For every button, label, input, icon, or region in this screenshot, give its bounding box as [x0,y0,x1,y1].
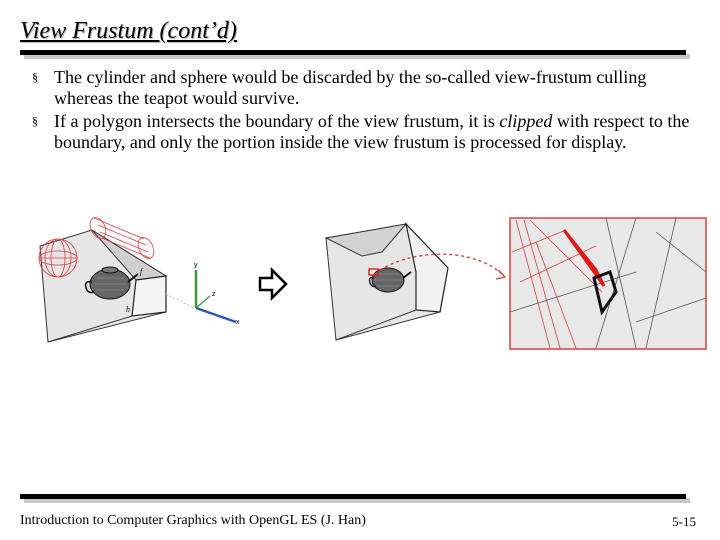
frustum-figure [36,212,708,357]
hollow-right-arrow-icon [260,270,286,298]
bullet-list [32,67,692,155]
bullet-item-clipping [32,111,692,153]
bullet-marker-icon: § [32,114,38,128]
axis-label-y: y [194,262,198,269]
axis-label-z: z [212,291,216,298]
bullet-text-after: with respect to the boundary, and only the portion inside the view frustum is processed for display. [54,111,690,152]
footer-course-title: Introduction to Computer Graphics with OpenGL ES (J. Han) [20,513,366,528]
page-number: 5-15 [672,514,696,529]
axis-label-x: x [236,319,240,326]
bullet-text: The cylinder and sphere would be discarded by the so-called view-frustum culling whereas the teapot would survive. [54,67,647,108]
slide-title: View Frustum (cont’d) [20,18,237,44]
frustum-panel-survivor [326,224,505,340]
axis-triad [194,262,240,326]
footer-rule [20,494,686,499]
frustum-panel-culling [39,215,194,342]
frustum-label-f: f [140,267,143,276]
title-rule [20,50,686,55]
frustum-label-h: h [126,305,130,314]
bullet-emphasis: clipped [499,111,553,131]
bullet-marker-icon: § [32,70,38,84]
clipping-zoom-panel [510,218,706,349]
bullet-text-before: If a polygon intersects the boundary of the view frustum, it is [54,111,500,131]
bullet-item-culling [32,67,692,109]
